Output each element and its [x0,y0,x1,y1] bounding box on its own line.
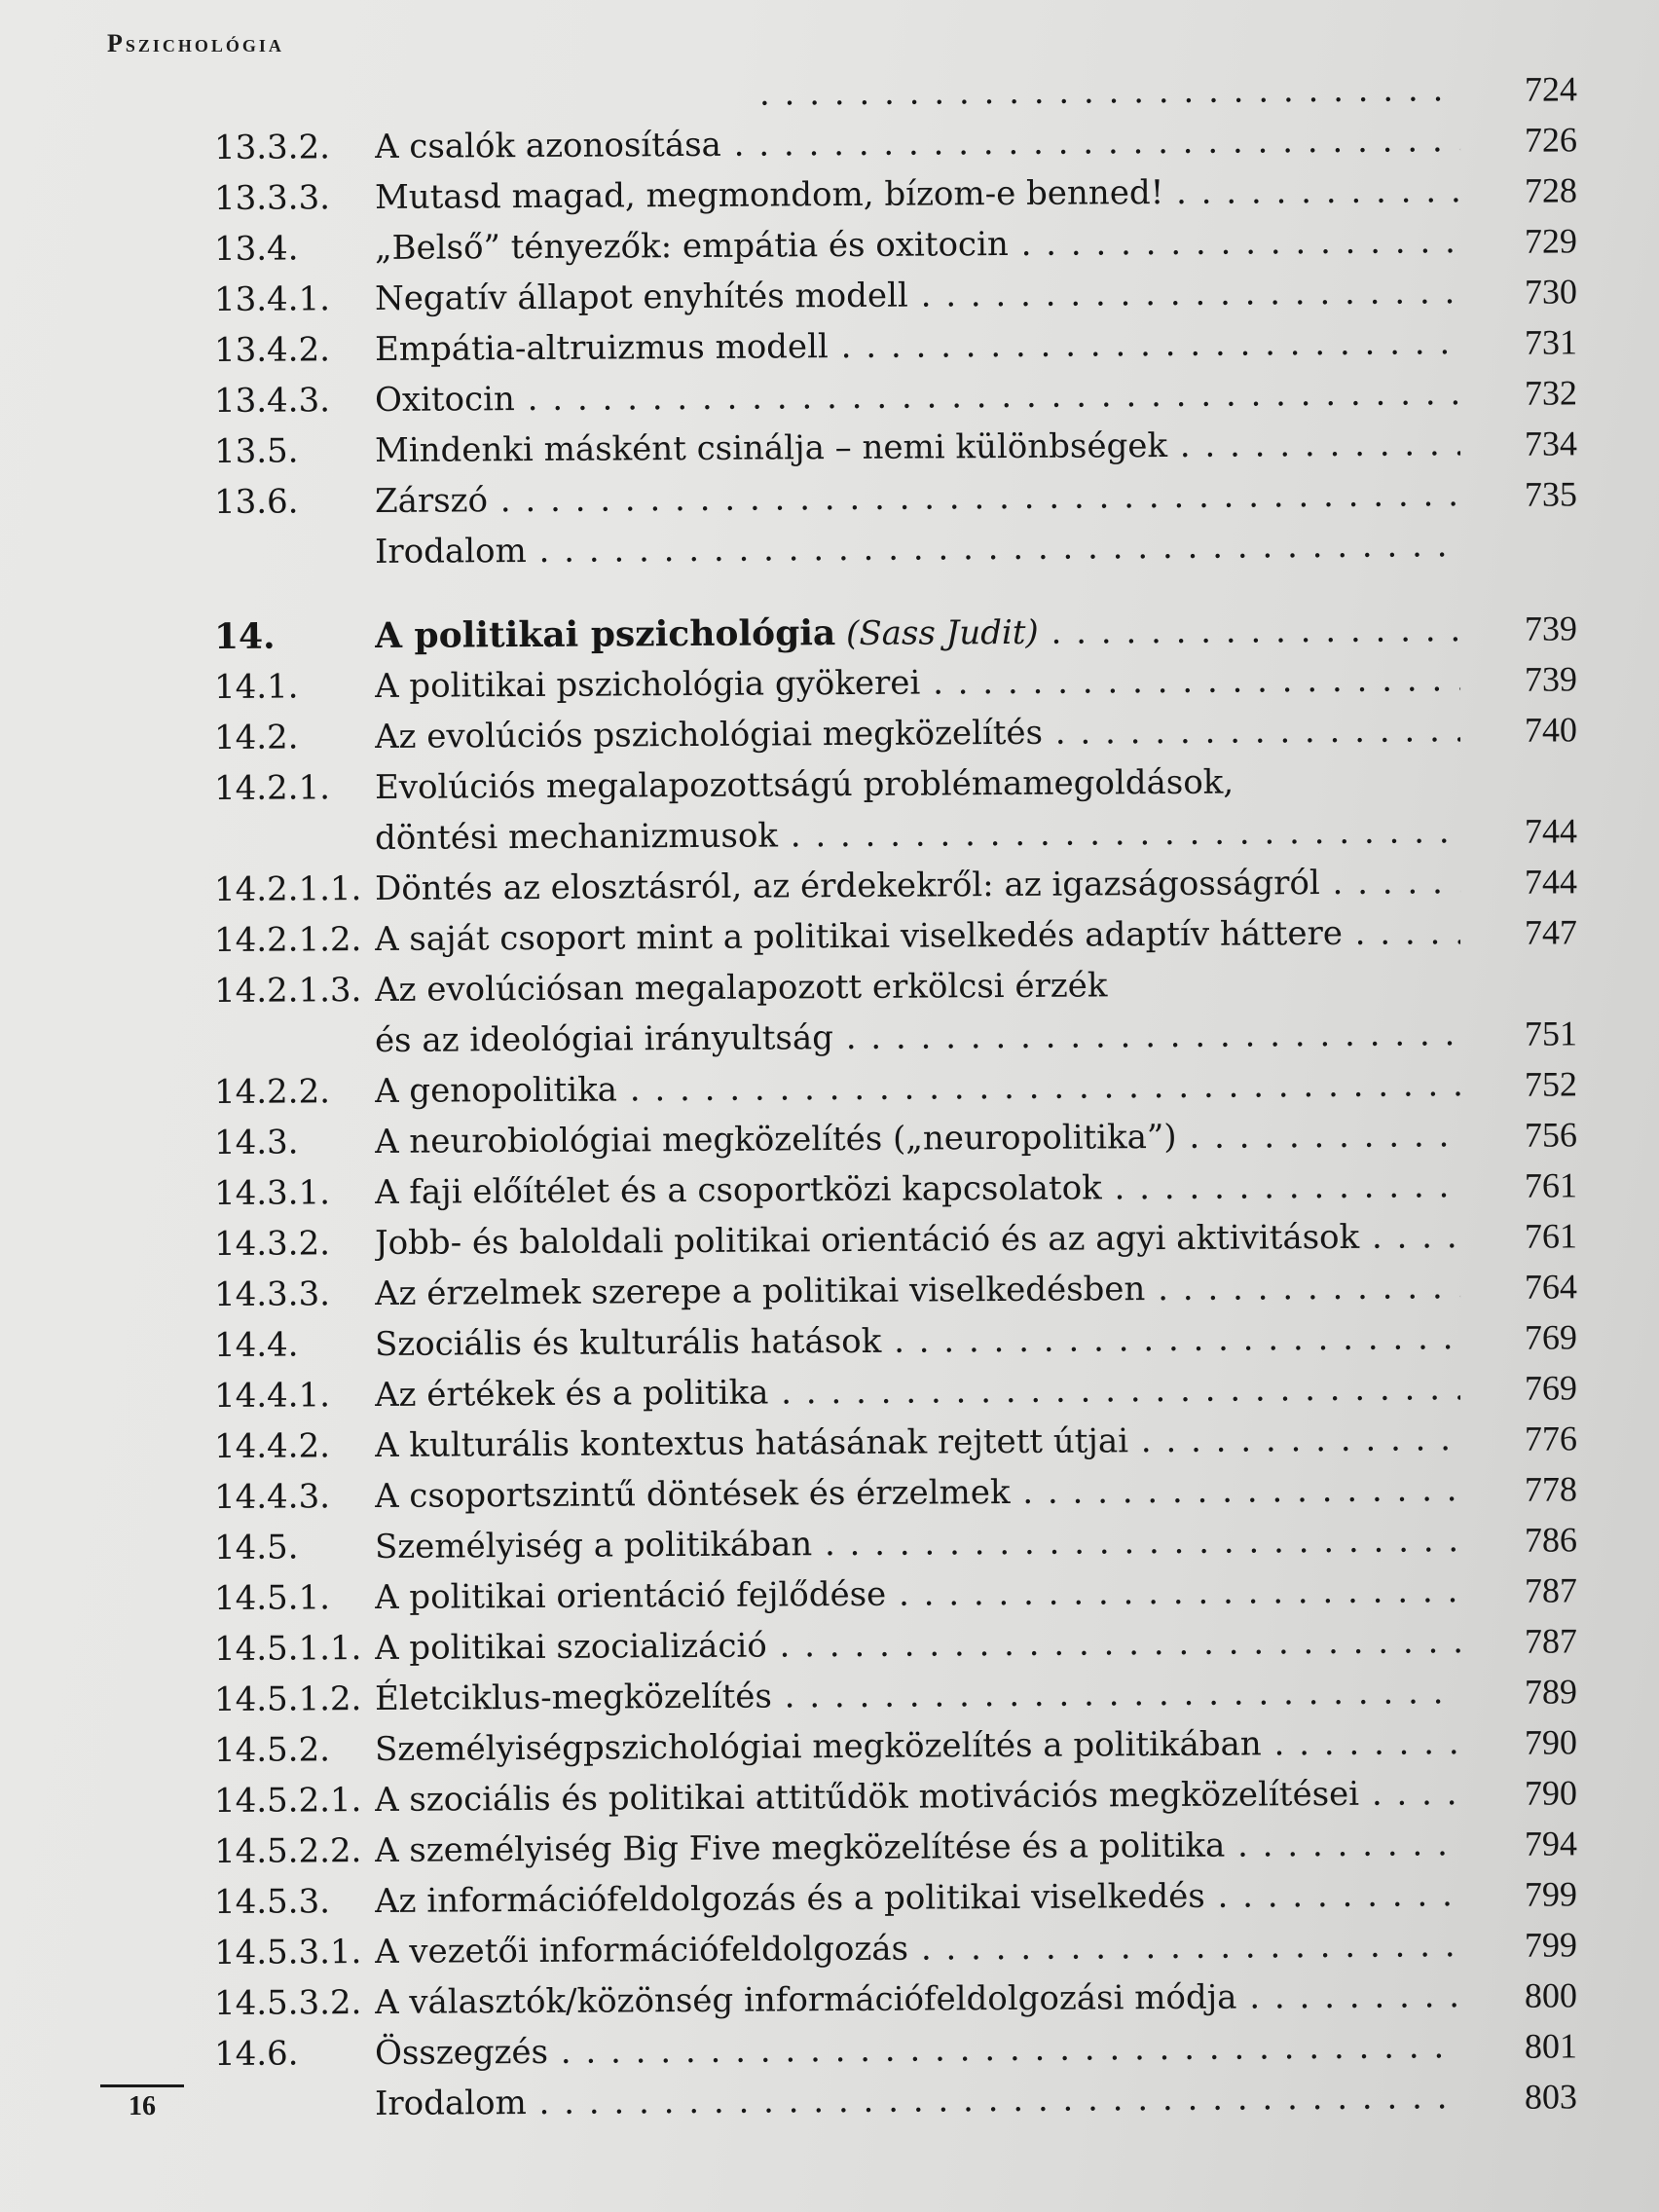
entry-number: 14.5.2.1. [213,1781,362,1821]
entry-page: 730 [1524,272,1578,312]
toc-entry [214,1818,1577,1877]
entry-page: 739 [1524,659,1578,699]
entry-title: Empátia-altruizmus modell . . . [375,317,1460,375]
entry-number: 14.2. [213,718,299,757]
toc-entry [214,1970,1577,2029]
toc-entry [214,316,1577,376]
entry-page: 752 [1524,1064,1578,1104]
chapter-author: (Sass Judit) [845,612,1039,654]
entry-page: 776 [1524,1419,1578,1458]
entry-page: 787 [1524,1570,1578,1610]
entry-number: 13.4.3. [213,381,331,421]
entry-number: 14.2.1.1. [213,869,362,909]
toc-entry [214,1210,1577,1270]
entry-number: 14.4. [213,1325,299,1365]
entry-title: A saját csoport mint a politikai viselkedés adaptív háttere . . . [375,907,1460,965]
entry-page: 801 [1524,2026,1578,2066]
toc-entry [214,1362,1577,1421]
toc-entry [214,1514,1577,1573]
entry-number: 14.2.1. [213,768,331,808]
entry-number: 13.6. [213,482,299,522]
toc-entry [214,63,1577,123]
entry-page: 769 [1524,1368,1578,1408]
entry-number: 14.1. [213,667,299,707]
running-head: Pszichológia [107,29,284,57]
entry-title: Az értékek és a politika . . . [375,1363,1460,1420]
entry-page: 769 [1524,1317,1578,1357]
toc-entry [214,1058,1577,1118]
entry-title: Döntés az elosztásról, az érdekekről: az igazságosságról . . . [375,857,1460,914]
toc-entry [214,704,1577,763]
entry-page: 794 [1524,1824,1578,1863]
entry-page: 790 [1524,1773,1578,1813]
entry-page: 756 [1524,1115,1578,1155]
entry-number: 13.3.3. [213,178,331,218]
toc-entry [214,957,1577,1016]
toc-entry [214,1919,1577,1978]
entry-page [1460,957,1577,958]
toc-entry [214,856,1577,915]
entry-number: 14.5.3.2. [213,1983,362,2023]
entry-title: A személyiség Big Five megközelítése és a politika . . . [375,1819,1460,1876]
entry-title: Szociális és kulturális hatások . . . [375,1312,1460,1370]
toc-entry [214,1160,1577,1219]
entry-title: Mutasd magad, megmondom, bízom-e benned! . . . [375,166,1460,223]
entry-title: A csoportszintű döntések és érzelmek . . . [375,1464,1460,1522]
entry-title: Irodalom . . . [375,2072,1460,2129]
toc-entry [214,1565,1577,1624]
entry-page: 778 [1524,1469,1578,1509]
toc-entry [214,1868,1577,1928]
toc-entry [214,215,1577,275]
entry-title: Összegzés . . . [375,2021,1460,2079]
toc-entry [214,519,1577,578]
entry-page: 787 [1524,1621,1578,1661]
entry-number: 14.4.3. [213,1477,331,1517]
entry-number: 13.4. [213,229,299,269]
entry-page: 789 [1524,1672,1578,1712]
entry-page: 751 [1524,1014,1578,1053]
entry-title: és az ideológiai irányultság . . . [375,1009,1460,1066]
toc-entry [214,468,1577,528]
entry-title: Személyiségpszichológiai megközelítés a politikában . . . [375,1717,1460,1775]
entry-title: A politikai pszichológia gyökerei . . . [375,654,1460,712]
toc-entry [214,418,1577,477]
toc-entry [214,1767,1577,1826]
entry-number: 13.4.1. [213,279,331,319]
toc-entry [214,114,1577,173]
entry-number: 14.2.2. [213,1072,331,1112]
entry-title: A politikai szocializáció . . . [375,1616,1460,1674]
entry-number: 14.4.2. [213,1426,331,1466]
chapter-number: 14. [213,615,276,657]
entry-title: A szociális és politikai attitűdök motivációs megközelítései . . . [375,1768,1460,1825]
toc-entry [214,1109,1577,1168]
entry-number: 14.2.1.2. [213,920,362,960]
entry-number: 13.3.2. [213,128,331,167]
entry-title: Az evolúciósan megalapozott erkölcsi érzék [374,966,1108,1010]
toc-entry [214,1615,1577,1675]
entry-page: 764 [1524,1267,1578,1307]
toc-entry [214,165,1577,224]
entry-number: 14.2.1.3. [213,971,362,1011]
toc-entry [214,1261,1577,1320]
toc-entry [214,367,1577,426]
entry-number [214,71,375,72]
entry-number: 13.4.2. [213,330,331,370]
entry-page: 744 [1524,862,1578,902]
entry-number: 14.5. [213,1528,299,1567]
toc-entry [214,2020,1577,2080]
entry-title: „Belső” tényezők: empátia és oxitocin . . . [375,216,1460,274]
toc-entry [214,266,1577,325]
entry-page: 803 [1524,2077,1578,2117]
entry-number: 14.5.2. [213,1730,331,1770]
toc-entry [214,1716,1577,1776]
entry-number: 14.3. [213,1123,299,1162]
entry-title: A csalók azonosítása . . . [375,115,1460,172]
entry-page: 740 [1524,710,1578,750]
entry-page: 734 [1524,424,1578,463]
entry-page: 800 [1524,1975,1578,2015]
toc-entry [214,1666,1577,1725]
entry-page: 744 [1524,811,1578,851]
entry-page: 731 [1524,322,1578,362]
toc-entry [214,1311,1577,1371]
entry-page: 790 [1524,1722,1578,1762]
entry-page: 799 [1524,1925,1578,1965]
entry-number [214,813,375,814]
entry-page [1460,519,1577,520]
entry-title: Az evolúciós pszichológiai megközelítés . . . [375,705,1460,762]
entry-page: 786 [1524,1520,1578,1560]
entry-number [214,2079,375,2080]
entry-number: 13.5. [213,431,299,471]
entry-page: 724 [1524,69,1578,109]
entry-title: A kulturális kontextus hatásának rejtett útjai . . . [375,1414,1460,1471]
toc-entry [214,653,1577,713]
entry-title [759,64,1460,119]
entry-title: A neurobiológiai megközelítés („neuropolitika”) . . . [375,1110,1460,1167]
chapter-title: A politikai pszichológia (Sass Judit) . . . [375,604,1460,662]
entry-title: Oxitocin . . . [375,368,1460,425]
footer-rule [100,2084,184,2087]
entry-page: 799 [1524,1874,1578,1914]
entry-number: 14.3.1. [213,1173,331,1213]
toc-entry [214,906,1577,966]
entry-title: Zárszó . . . [375,469,1460,527]
entry-number [214,527,375,528]
entry-title: döntési mechanizmusok . . . [375,806,1460,864]
entry-page: 739 [1524,608,1578,648]
toc-entry [214,1413,1577,1472]
entry-title: A genopolitika . . . [375,1059,1460,1117]
entry-title: A faji előítélet és a csoportközi kapcsolatok . . . [375,1161,1460,1218]
entry-title: A vezetői információfeldolgozás . . . [375,1920,1460,1977]
entry-number: 14.3.2. [213,1224,331,1264]
entry-number: 14.5.3. [213,1882,331,1922]
toc-entry [214,1463,1577,1523]
entry-title: Az érzelmek szerepe a politikai viselkedésben . . . [375,1262,1460,1319]
entry-page: 747 [1524,912,1578,952]
entry-number: 14.5.2.2. [213,1831,362,1871]
entry-number: 14.5.1.2. [213,1679,362,1719]
entry-title: Irodalom . . . [375,520,1460,577]
entry-title: Negatív állapot enyhítés modell . . . [375,267,1460,324]
entry-page: 726 [1524,120,1578,160]
entry-title: Mindenki másként csinálja – nemi különbségek . . . [375,419,1460,476]
entry-number: 14.5.1.1. [213,1629,362,1669]
entry-number [214,1015,375,1016]
toc-chapter-entry [214,603,1577,662]
entry-title: Jobb- és baloldali politikai orientáció és az agyi aktivitások . . . [375,1211,1460,1269]
entry-number: 14.6. [213,2034,299,2074]
entry-page: 728 [1524,170,1578,210]
entry-page: 761 [1524,1165,1578,1205]
entry-title: A politikai orientáció fejlődése . . . [375,1566,1460,1623]
entry-page [1460,755,1577,756]
toc-entry [214,2071,1577,2130]
entry-page: 761 [1524,1216,1578,1256]
entry-page: 732 [1524,373,1578,413]
page-number: 16 [129,2091,156,2121]
entry-number: 14.5.3.1. [213,1933,362,1972]
entry-page: 729 [1524,221,1578,261]
entry-title: Az információfeldolgozás és a politikai viselkedés . . . [375,1869,1460,1927]
entry-title: Személyiség a politikában . . . [375,1515,1460,1572]
entry-number: 14.3.3. [213,1274,331,1314]
toc-entry [214,805,1577,865]
entry-number: 14.5.1. [213,1578,331,1618]
entry-page: 735 [1524,474,1578,514]
entry-title: Életciklus-megközelítés . . . [375,1667,1460,1724]
entry-title: A választók/közönség információfeldolgozási módja . . . [375,1971,1460,2028]
entry-title: Evolúciós megalapozottságú problémamegoldások, [374,762,1235,807]
toc-entry [214,755,1577,814]
toc-entry [214,1008,1577,1067]
entry-number: 14.4.1. [213,1376,331,1416]
